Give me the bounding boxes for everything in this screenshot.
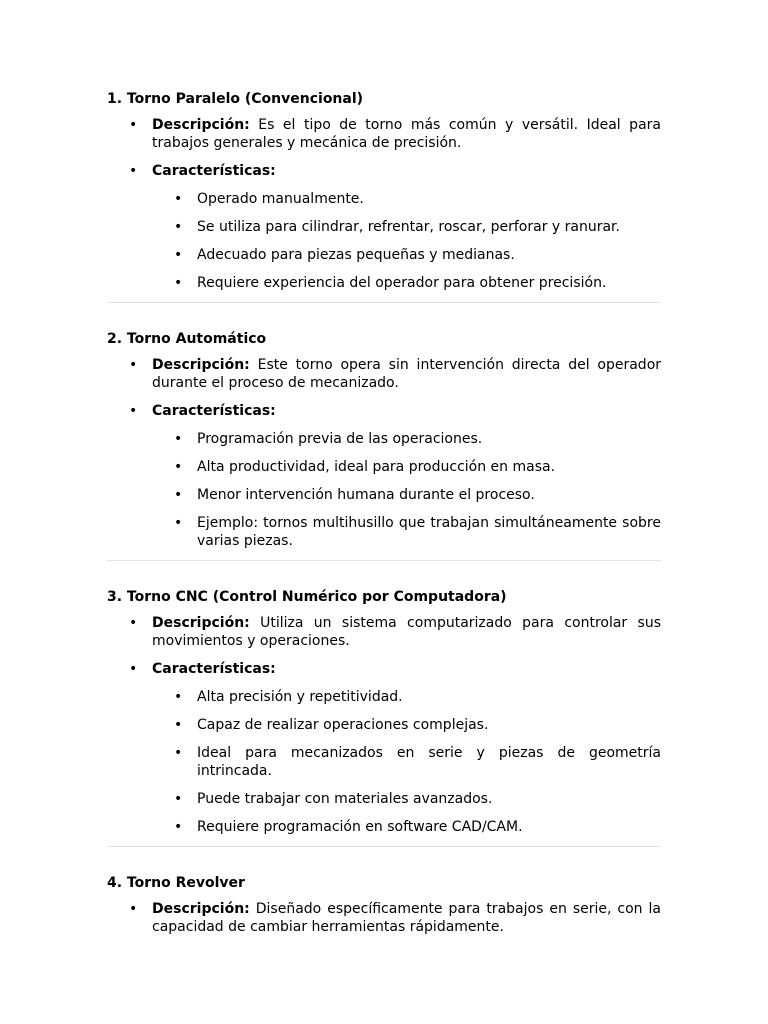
description-label: Descripción: [152,357,250,373]
section-divider [107,302,661,303]
feature-item: • Menor intervención humana durante el proceso. [152,486,661,504]
description-text: Es el tipo de torno más común y versátil. Ideal para trabajos generales y mecánica de precisión. [152,117,661,151]
feature-item: • Requiere programación en software CAD/CAM. [152,818,661,836]
feature-item: • Puede trabajar con materiales avanzados. [152,790,661,808]
feature-item: • Capaz de realizar operaciones complejas. [152,716,661,734]
feature-item: • Se utiliza para cilindrar, refrentar, roscar, perforar y ranurar. [152,218,661,236]
feature-item: • Requiere experiencia del operador para obtener precisión. [152,274,661,292]
features-label: Características: [152,661,276,677]
feature-item: • Alta productividad, ideal para producción en masa. [152,458,661,476]
section-torno-paralelo [107,90,661,292]
section-title: 1. Torno Paralelo (Convencional) [107,91,364,107]
feature-item: • Ejemplo: tornos multihusillo que trabajan simultáneamente sobre varias piezas. [152,514,661,550]
features-label: Características: [152,403,276,419]
description-item [107,900,661,936]
section-title: 2. Torno Automático [107,331,267,347]
features-label: Características: [152,163,276,179]
section-title: 3. Torno CNC (Control Numérico por Computadora) [107,589,507,605]
features-item [107,162,661,292]
description-item [107,116,661,152]
features-list [152,688,661,836]
features-list [152,430,661,550]
feature-item: • Ideal para mecanizados en serie y piezas de geometría intrincada. [152,744,661,780]
section-list [107,356,661,550]
feature-item: • Alta precisión y repetitividad. [152,688,661,706]
section-list [107,614,661,836]
features-item [107,660,661,836]
features-list [152,190,661,292]
feature-item: • Operado manualmente. [152,190,661,208]
section-divider [107,560,661,561]
description-text: Este torno opera sin intervención directa del operador durante el proceso de mecanizado. [152,357,662,391]
section-torno-automatico [107,330,661,550]
feature-item: • Adecuado para piezas pequeñas y medianas. [152,246,661,264]
description-label: Descripción: [152,615,250,631]
description-label: Descripción: [152,901,250,917]
document-content [107,90,661,936]
description-item [107,356,661,392]
section-list [107,116,661,292]
description-text: Diseñado específicamente para trabajos en serie, con la capacidad de cambiar herramientas rápidamente. [152,901,662,935]
description-text: Utiliza un sistema computarizado para controlar sus movimientos y operaciones. [152,615,661,649]
features-item [107,402,661,550]
description-label: Descripción: [152,117,250,133]
description-item [107,614,661,650]
section-divider [107,846,661,847]
section-title: 4. Torno Revolver [107,875,245,891]
feature-item: • Programación previa de las operaciones. [152,430,661,448]
section-list [107,900,661,936]
section-torno-cnc [107,588,661,836]
section-torno-revolver [107,874,661,936]
